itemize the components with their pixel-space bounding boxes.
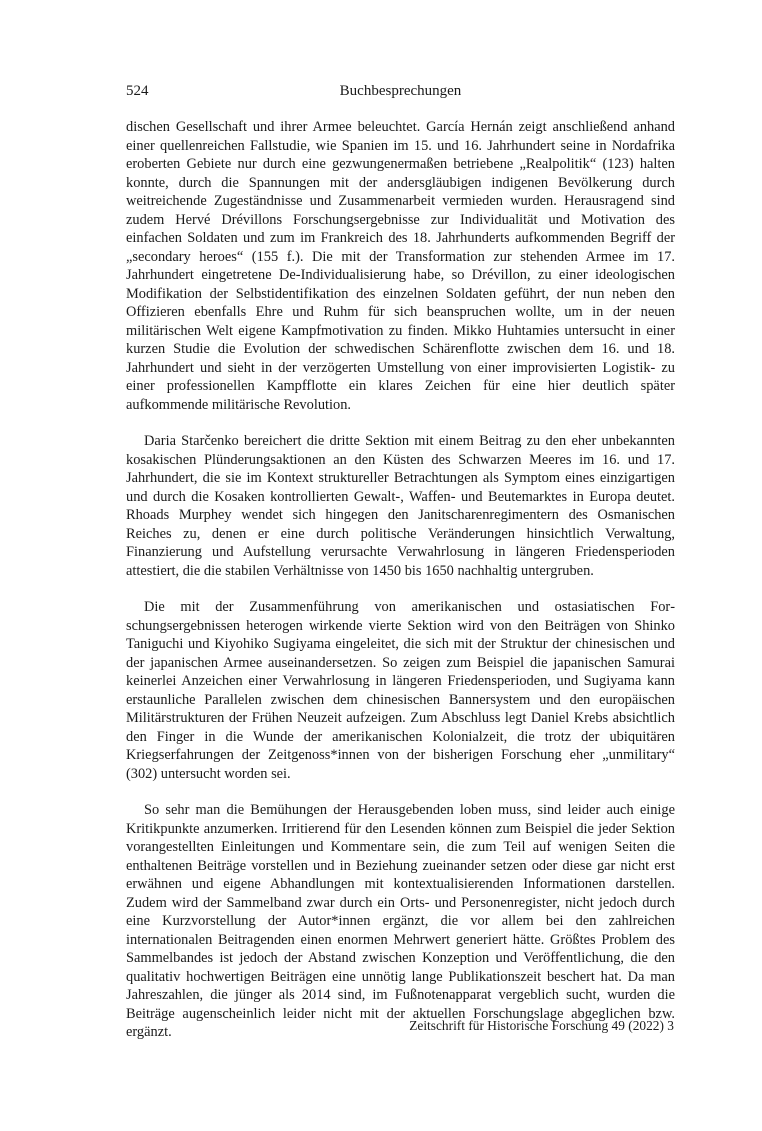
running-title: Buchbesprechungen (339, 83, 462, 99)
paragraph-3: Die mit der Zusammenführung von amerikanischen und ostasiatischen Forschungsergebnissen heterogen wirkende vierte Sektion wird von den Beiträgen von Shinko Taniguchi und Kiyohiko Sugiyama eingeleitet, die sich mit der Struktur der chinesischen und der japanischen Armee auseinandersetzen. So zeigen zum Beispiel die japanischen Samurai keinerlei Anzeichen einer Verwahrlosung in längeren Friedensperioden, und Sugiyama kann erstaunliche Parallelen zwischen dem chinesischen Bannersystem und den europäischen Militärstrukturen der Frühen Neuzeit aufzeigen. Zum Abschluss legt Daniel Krebs absichtlich den Finger in die Wunde der amerikanischen Kolonialzeit, die trotz der ubiquitären Kriegserfahrungen der Zeitgenoss*innen von der bisherigen Forschung eher „unmilitary“ (302) untersucht worden sei. (126, 599, 675, 782)
page-number: 524 (126, 83, 149, 99)
body-text (126, 118, 675, 1060)
paragraph-2: Daria Starčenko bereichert die dritte Sektion mit einem Beitrag zu den eher unbekannten kosakischen Plünderungsaktionen an den Küsten des Schwarzen Meeres im 16. und 17. Jahrhundert, die sie im Kontext struktureller Betrachtungen als Symptom eines einzigartigen und durch die Kosaken kontrollierten Gewalt-, Waffen- und Beutemarktes in Europa deutet. Rhoads Murphey wendet sich hingegen den Janitscharenregimentern des Osmanischen Reiches zu, denen er eine durch politische Veränderungen hinsichtlich Verwaltung, Finanzierung und Aufstellung verursachte Verwahrlosung in längeren Friedensperioden attestiert, die die stabilen Verhältnisse von 1450 bis 1650 nachhaltig untergruben. (126, 433, 675, 579)
paragraph-1: dischen Gesellschaft und ihrer Armee beleuchtet. García Hernán zeigt anschließend anhand einer quellenreichen Fallstudie, wie Spanien im 15. und 16. Jahrhundert seine in Nordafrika eroberten Gebiete nur durch eine gezwungenermaßen betriebene „Realpolitik“ (123) halten konnte, durch die Spannungen mit der andersgläubigen indigenen Bevölkerung durch weitreichende Zugeständnisse und Zusammenarbeit vermieden wurden. Herausragend sind zudem Hervé Drévillons Forschungsergebnisse zur Individualität und Motivation des einfachen Soldaten und zum im Frankreich des 18. Jahrhunderts aufkommenden Begriff der „secondary heroes“ (155 f.). Die mit der Transformation zur stehenden Armee im 17. Jahrhundert eingetretene De-Individualisierung habe, so Drévillon, zu einer ideologischen Modifikation der Selbstidentifikation des einzelnen Soldaten geführt, der nun neben den Offizieren ebenfalls Ehre und Ruhm für sich beanspruchen wollte, um in der neuen militärischen Welt eigene Kampfmotivation zu finden. Mikko Huhtamies untersucht in einer kurzen Studie die Evolution der schwedischen Schärenflotte zwischen dem 16. und 18. Jahrhundert und sieht in der verzögerten Umstellung von einer improvisierten Logistik- zu einer professionellen Kampfflotte ein klares Zeichen für eine hier deutlich später aufkommende militärische Revolution. (126, 119, 675, 413)
paragraph-4: So sehr man die Bemühungen der Herausgebenden loben muss, sind leider auch einige Kritikpunkte anzumerken. Irritierend für den Lesenden können zum Beispiel die jeder Sektion vorangestellten Einleitungen und Kommentare sein, die zum Teil auf wenigen Seiten die enthaltenen Beiträge vorstellen und in Beziehung zueinander setzen oder diese gar nicht erst erwähnen und eigene Abhandlungen mit kontextualisierenden Informationen darstellen. Zudem wird der Sammelband zwar durch ein Orts- und Personenregister, nicht jedoch durch eine Kurzvorstellung der Autor*innen ergänzt, die vor allem bei den zahlreichen internationalen Beitragenden einen enormen Mehrwert generiert hätte. Größtes Problem des Sammelbandes ist jedoch der Abstand zwischen Konzeption und Veröffentlichung, die den qualitativ hochwertigen Beiträgen eine unnötig lange Publikationszeit beschert hat. Da man Jahreszahlen, die jünger als 2014 sind, im Fußnotenapparat vergeblich sucht, wurden die Beiträge augenscheinlich leider nicht mit der aktuellen Forschungslage abgeglichen bzw. ergänzt. (126, 802, 675, 1040)
page-header (126, 83, 675, 103)
journal-citation: Zeitschrift für Historische Forschung 49 (2022) 3 (409, 1018, 674, 1033)
